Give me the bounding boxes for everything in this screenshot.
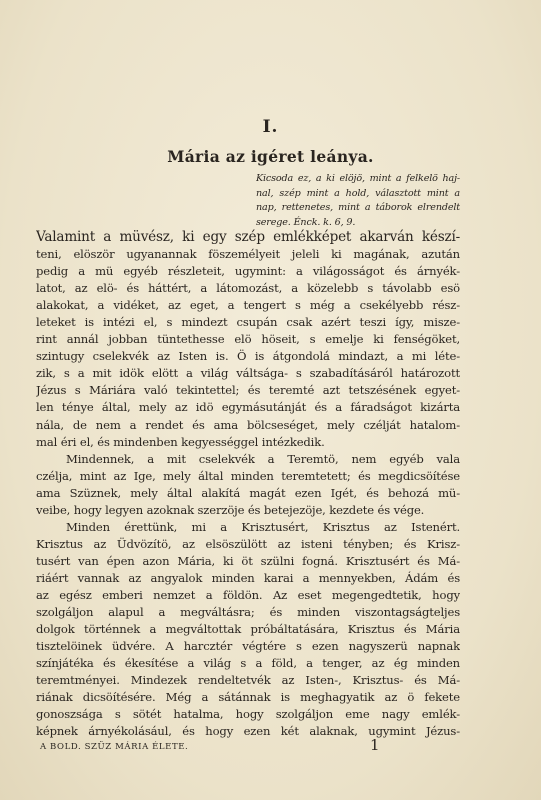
text-line: Krisztus az Üdvözítö, az elsöszülött az isteni tényben; és Krisz- (36, 536, 460, 551)
text-line: Minden érettünk, mi a Krisztusért, Krisztus az Istenért. (66, 519, 460, 534)
text-line: alakokat, a vidéket, az eget, a tengert s még a csekélyebb rész- (36, 298, 460, 313)
printer-signature: A BOLD. SZÜZ MÁRIA ÉLETE. (40, 742, 189, 752)
text-line: szintugy cselekvék az Isten is. Ö is átgondolá mindazt, a mi léte- (36, 349, 460, 364)
epigraph (256, 172, 460, 230)
text-line: az egész emberi nemzet a földön. Az eset megengedtetik, hogy (36, 587, 460, 602)
text-line: tusért van épen azon Mária, ki öt szülni fogná. Krisztusért és Má- (36, 553, 460, 568)
chapter-number: I. (262, 117, 279, 137)
epigraph-line: serege. Énck. k. 6, 9. (256, 216, 356, 228)
text-line: veibe, hogy legyen azoknak szerzöje és betejezöje, kezdete és vége. (36, 502, 425, 517)
text-line: dolgok történnek a megváltottak próbáltatására, Krisztus és Mária (36, 622, 460, 637)
text-line: képnek árnyékolásául, és hogy ezen két alaknak, ugymint Jézus- (36, 724, 460, 739)
epigraph-line: nal, szép mint a hold, választott mint a (256, 187, 460, 199)
text-line: czélja, mint az Ige, mely által minden teremtetett; és megdicsöítése (36, 468, 460, 483)
text-line: Jézus s Máriára való tekintettel; és teremté azt tetszésének egyet- (36, 383, 460, 398)
text-line: teremtményei. Mindezek rendeltetvék az Isten-, Krisztus- és Má- (36, 673, 460, 688)
text-line: zik, s a mit idök elött a világ váltsága- s szabadításáról határozott (36, 366, 460, 381)
text-line: latot, az elö- és háttért, a látomozást, a közelebb s távolabb esö (36, 281, 460, 296)
text-line: leteket is intézi el, s mindezt csupán csak azért teszi így, misze- (36, 315, 460, 330)
text-line: színjátéka és ékesítése a világ s a föld, a tenger, az ég minden (36, 656, 460, 671)
epigraph-line: Kicsoda ez, a ki elöjö, mint a felkelö haj- (256, 173, 460, 184)
text-line: nála, de nem a rendet és ama bölcseséget, mely czélját hatalom- (36, 417, 460, 432)
text-line: teni, elöször ugyanannak föszemélyeit jeleli ki magának, azután (36, 247, 460, 262)
text-line: Valamint a müvész, ki egy szép emlékképet akarván készí- (36, 229, 460, 245)
epigraph-line: nap, rettenetes, mint a táborok elrendelt (256, 202, 460, 214)
body-text (36, 229, 460, 740)
text-line: riáért vannak az angyalok minden karai a mennyekben, Ádám és (36, 570, 460, 585)
page-footer (36, 736, 460, 759)
text-line: tisztelöinek üdvére. A harcztér végtére s ezen nagyszerü napnak (36, 639, 460, 654)
text-line: Mindennek, a mit cselekvék a Teremtö, nem egyéb vala (66, 451, 460, 466)
text-line: riának dicsöítésére. Még a sátánnak is meghagyatik az ö fekete (36, 690, 460, 705)
text-line: gonoszsága s sötét hatalma, hogy szolgáljon eme nagy emlék- (36, 707, 460, 722)
page-number: 1 (370, 736, 380, 754)
text-line: pedig a mü egyéb részleteit, ugymint: a világosságot és árnyék- (36, 264, 460, 279)
text-line: rint annál jobban tüntethesse elö höseit, s emelje ki fenségöket, (36, 332, 460, 347)
text-line: mal éri el, és mindenben kegyességgel intézkedik. (36, 434, 325, 449)
text-line: len ténye által, mely az idö egymásutánját és a fáradságot kizárta (36, 400, 460, 415)
chapter-title: Mária az igéret leánya. (167, 147, 374, 166)
text-line: szolgáljon alapul a megváltásra; és minden viszontagságteljes (36, 605, 460, 620)
text-line: ama Szüznek, mely által alakítá magát ezen Igét, és behozá mü- (36, 485, 460, 500)
